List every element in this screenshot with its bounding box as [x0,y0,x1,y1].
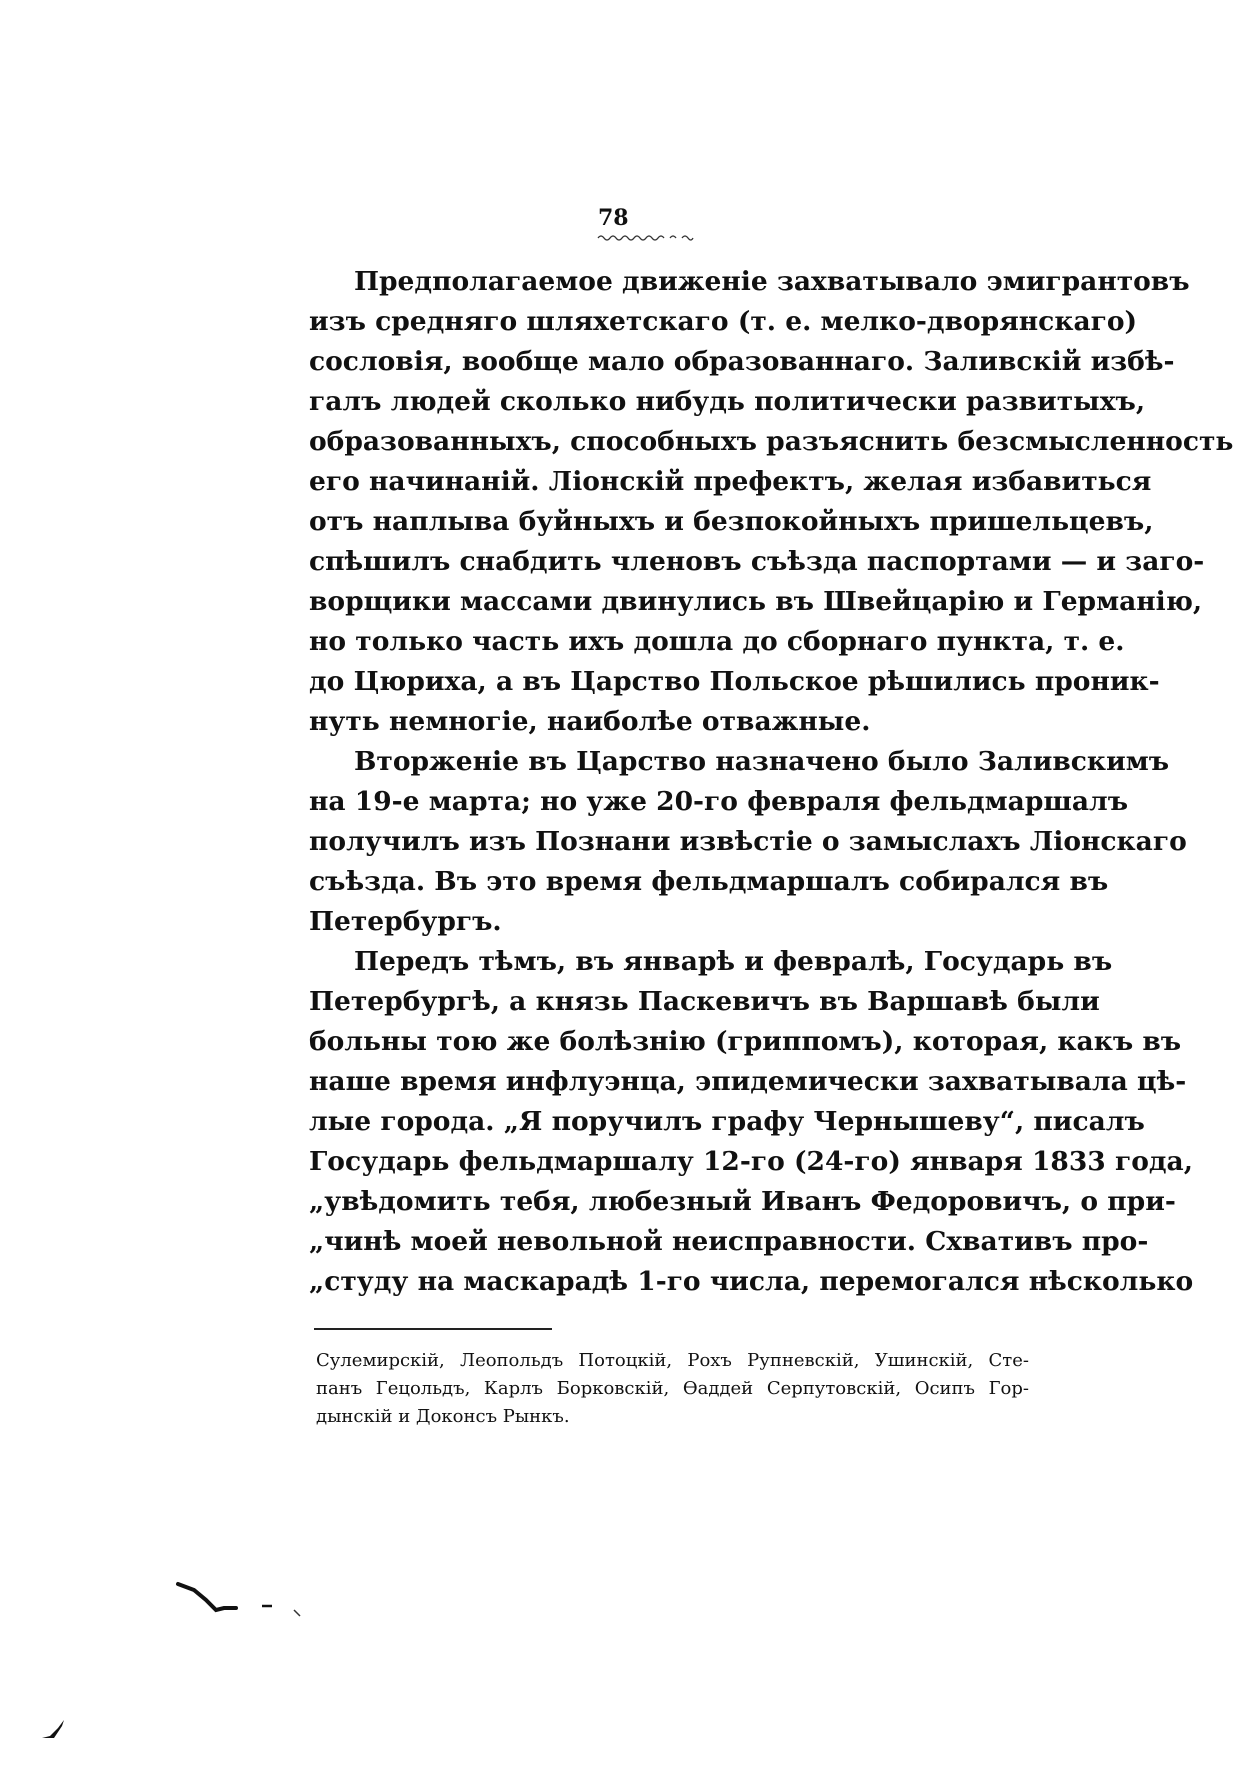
main-text [309,262,1233,1302]
text-line: отъ наплыва буйныхъ и безпокойныхъ пришельцевъ, [309,506,1154,537]
text-line: ворщики массами двинулись въ Швейцарію и Германію, [309,586,1203,617]
text-line: галъ людей сколько нибудь политически развитыхъ, [309,386,1146,417]
text-line: но только часть ихъ дошла до сборнаго пункта, т. е. [309,626,1125,657]
wavy-ornament [598,232,693,242]
text-line: его начинаній. Ліонскій префектъ, желая избавиться [309,466,1152,497]
text-line: Вторженіе въ Царство назначено было Заливскимъ [354,746,1170,777]
text-line: изъ средняго шляхетскаго (т. е. мелко-дворянскаго) [309,306,1138,337]
ink-mark [40,1712,70,1742]
text-line: Государь фельдмаршалу 12-го (24-го) января 1833 года, [309,1146,1193,1177]
text-line: „чинѣ моей невольной неисправности. Схвативъ про- [309,1226,1149,1257]
text-line: лые города. „Я поручилъ графу Чернышеву“, писалъ [309,1106,1145,1137]
text-line: получилъ изъ Познани извѣстіе о замыслахъ Ліонскаго [309,826,1187,857]
text-line: Петербургъ. [309,906,502,937]
page-number: 78 [598,205,629,231]
text-line: сословія, вообще мало образованнаго. Заливскій избѣ- [309,346,1175,377]
text-line: Предполагаемое движеніе захватывало эмигрантовъ [354,266,1190,297]
text-line: наше время инфлуэнца, эпидемически захватывала цѣ- [309,1066,1187,1097]
ink-smudge [176,1580,306,1620]
text-line: больны тою же болѣзнію (гриппомъ), которая, какъ въ [309,1026,1182,1057]
text-line: спѣшилъ снабдить членовъ съѣзда паспортами — и заго- [309,546,1205,577]
text-line: образованныхъ, способныхъ разъяснить безсмысленность [309,426,1233,457]
text-line: Петербургѣ, а князь Паскевичъ въ Варшавѣ были [309,986,1100,1017]
footnote-line: панъ Гецольдъ, Карлъ Борковскій, Ѳаддей Серпутовскій, Осипъ Гор- [316,1378,1029,1399]
footnote-line: Сулемирскій, Леопольдъ Потоцкій, Рохъ Рупневскій, Ушинскій, Сте- [316,1350,1029,1371]
text-line: на 19-е марта; но уже 20-го февраля фельдмаршалъ [309,786,1129,817]
text-line: „студу на маскарадѣ 1-го числа, перемогался нѣсколько [309,1266,1194,1297]
text-line: до Цюриха, а въ Царство Польское рѣшились проник- [309,666,1160,697]
footnote [316,1347,1029,1431]
text-line: Передъ тѣмъ, въ январѣ и февралѣ, Государь въ [354,946,1113,977]
footnote-line: дынскій и Доконсъ Рынкъ. [316,1406,570,1427]
text-line: съѣзда. Въ это время фельдмаршалъ собирался въ [309,866,1109,897]
text-line: нуть немногіе, наиболѣе отважные. [309,706,871,737]
text-line: „увѣдомить тебя, любезный Иванъ Федоровичъ, о при- [309,1186,1176,1217]
footnote-divider [314,1328,552,1330]
